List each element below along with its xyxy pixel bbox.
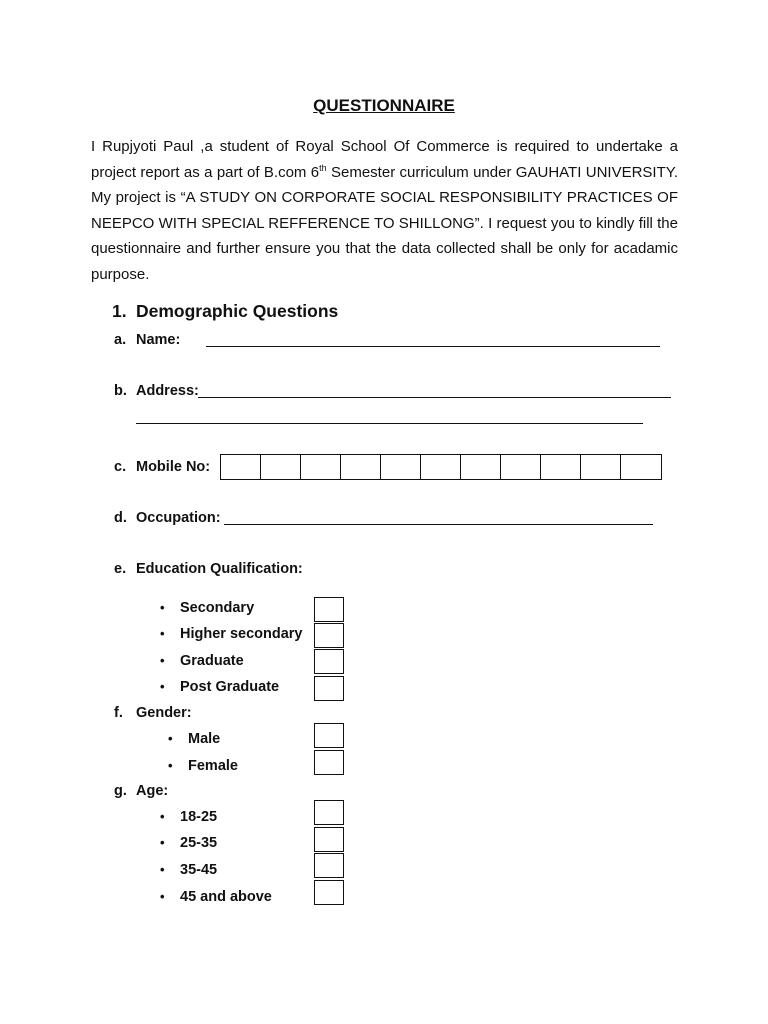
- option-label: Post Graduate: [180, 679, 280, 695]
- option-female: [168, 758, 238, 774]
- name-answer-line[interactable]: [206, 346, 660, 347]
- option-label: Graduate: [180, 653, 244, 669]
- question-label: Education Qualification:: [136, 561, 303, 577]
- checkbox-secondary[interactable]: [314, 597, 344, 622]
- checkbox-post-graduate[interactable]: [314, 676, 344, 701]
- option-age-25-35: [160, 835, 217, 851]
- section-title: Demographic Questions: [136, 301, 339, 321]
- bullet-icon: •: [160, 600, 165, 615]
- intro-text-1: I Rupjyoti Paul ,a student of Royal School Of Commerce is required to undertake a project report as a part of B.com 6: [91, 138, 678, 181]
- checkbox-age-35-45[interactable]: [314, 853, 344, 878]
- option-label: 25-35: [180, 835, 218, 851]
- option-label: Secondary: [180, 600, 255, 616]
- question-letter: e.: [114, 561, 127, 577]
- option-male: [168, 731, 220, 747]
- question-label: Age:: [136, 783, 169, 799]
- bullet-icon: •: [160, 626, 165, 641]
- option-age-35-45: [160, 862, 217, 878]
- question-letter: f.: [114, 705, 123, 721]
- mobile-number-boxes[interactable]: [220, 454, 662, 480]
- option-higher-secondary: [160, 626, 303, 642]
- checkbox-graduate[interactable]: [314, 649, 344, 674]
- digit-box[interactable]: [341, 455, 381, 479]
- bullet-icon: •: [160, 889, 165, 904]
- bullet-icon: •: [160, 679, 165, 694]
- address-answer-line-1[interactable]: [198, 397, 671, 398]
- digit-box[interactable]: [381, 455, 421, 479]
- question-gender: [114, 705, 192, 721]
- digit-box[interactable]: [621, 455, 661, 479]
- question-occupation: [114, 510, 221, 526]
- question-letter: b.: [114, 383, 127, 399]
- bullet-icon: •: [160, 862, 165, 877]
- option-label: 18-25: [180, 809, 218, 825]
- bullet-icon: •: [160, 835, 165, 850]
- option-label: Higher secondary: [180, 626, 303, 642]
- bullet-icon: •: [160, 653, 165, 668]
- section-heading: [112, 301, 338, 322]
- digit-box[interactable]: [421, 455, 461, 479]
- bullet-icon: •: [168, 758, 173, 773]
- question-label: Mobile No:: [136, 459, 211, 475]
- option-secondary: [160, 600, 254, 616]
- checkbox-age-18-25[interactable]: [314, 800, 344, 825]
- option-age-45-above: [160, 889, 272, 905]
- question-label: Name:: [136, 332, 181, 348]
- page-title: QUESTIONNAIRE: [313, 96, 455, 115]
- bullet-icon: •: [160, 809, 165, 824]
- digit-box[interactable]: [221, 455, 261, 479]
- intro-superscript: th: [319, 162, 327, 173]
- question-name: [114, 332, 180, 348]
- checkbox-higher-secondary[interactable]: [314, 623, 344, 648]
- checkbox-age-45-above[interactable]: [314, 880, 344, 905]
- digit-box[interactable]: [501, 455, 541, 479]
- question-letter: g.: [114, 783, 127, 799]
- question-education: [114, 561, 303, 577]
- question-label: Address:: [136, 383, 199, 399]
- checkbox-female[interactable]: [314, 750, 344, 775]
- address-answer-line-2[interactable]: [136, 423, 643, 424]
- checkbox-male[interactable]: [314, 723, 344, 748]
- question-label: Occupation:: [136, 510, 221, 526]
- question-address: [114, 383, 199, 399]
- intro-text-2: Semester curriculum under GAUHATI UNIVERSITY. My project is “A STUDY ON CORPORATE SOCIAL RESPONSIBILITY PRACTICES OF NEEPCO WITH SPECIAL REFFERENCE TO SHILLONG”. I request you to kindly fill the questionnaire and further ensure you that the data collected shall be only for acadamic purpose.: [91, 163, 678, 283]
- option-age-18-25: [160, 809, 217, 825]
- option-graduate: [160, 653, 244, 669]
- digit-box[interactable]: [461, 455, 501, 479]
- option-label: Female: [188, 758, 238, 774]
- question-label: Gender:: [136, 705, 192, 721]
- option-label: 35-45: [180, 862, 218, 878]
- digit-box[interactable]: [261, 455, 301, 479]
- question-mobile: [114, 459, 210, 475]
- checkbox-age-25-35[interactable]: [314, 827, 344, 852]
- question-letter: c.: [114, 459, 127, 475]
- section-number: 1.: [112, 301, 127, 321]
- question-letter: d.: [114, 510, 127, 526]
- option-label: Male: [188, 731, 221, 747]
- bullet-icon: •: [168, 731, 173, 746]
- digit-box[interactable]: [541, 455, 581, 479]
- intro-paragraph: [91, 134, 678, 287]
- digit-box[interactable]: [301, 455, 341, 479]
- question-letter: a.: [114, 332, 127, 348]
- digit-box[interactable]: [581, 455, 621, 479]
- option-post-graduate: [160, 679, 279, 695]
- question-age: [114, 783, 168, 799]
- occupation-answer-line[interactable]: [224, 524, 653, 525]
- option-label: 45 and above: [180, 889, 272, 905]
